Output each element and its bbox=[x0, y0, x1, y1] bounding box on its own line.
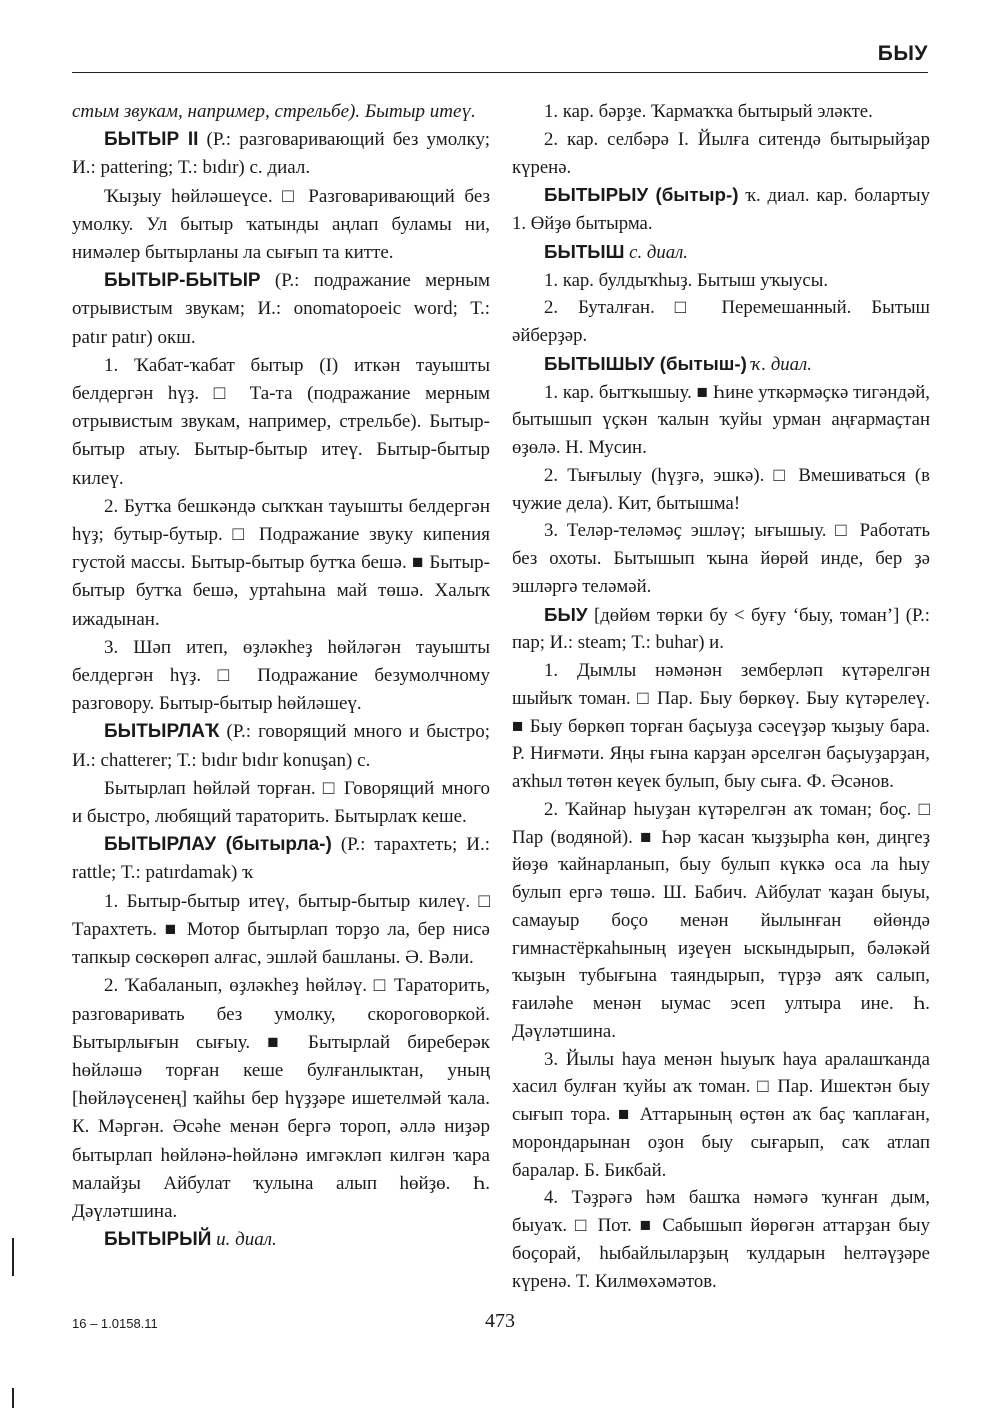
running-head: БЫУ bbox=[877, 42, 928, 65]
headword: БЫТЫШ bbox=[544, 240, 625, 262]
entry-text: 2. Бутҡа бешкәндә сыҡҡан тауышты белдергән һүҙ; бутыр-бутыр. □ Подражание звуку кипения густой массы. Бытыр-бытыр бутҡа бешә. ■ Бытыр-бытыр бутҡа бешә, уртаһына май төшә. Халыҡ ижадынан. bbox=[72, 495, 490, 630]
headword: БЫТЫРЫЙ bbox=[104, 1229, 212, 1251]
page-number: 473 bbox=[485, 1310, 515, 1332]
entry-text: 2. Буталған. □ Перемешанный. Бытыш әйберҙәр. bbox=[512, 297, 930, 346]
headword: БЫТЫРЛАҠ bbox=[104, 721, 220, 743]
entry-text: (Р.: подражание мерным отрывистым звукам; И.: onomatopoeic word; Т.: patır patır) окш. bbox=[72, 270, 490, 348]
right-column bbox=[512, 98, 930, 1295]
headword: БЫУ bbox=[544, 603, 588, 625]
entry-text: 3. Теләр-теләмәҫ эшләү; ығышыу. □ Работать без охоты. Бытышып ҡына йөрөй инде, бер ҙә эшләргә теләмәй. bbox=[512, 520, 930, 597]
header-rule bbox=[72, 72, 928, 73]
entry-text: 2. кар. селбәрә I. Йылға ситендә бытырыйҙар күренә. bbox=[512, 128, 930, 178]
entry-text: с. диал. bbox=[624, 241, 688, 263]
entry-headword-line bbox=[512, 601, 930, 658]
entry-text: 2. Ҡайнар һыуҙан күтәрелгән аҡ томан; боҫ. □ Пар (водяной). ■ Һәр ҡасан ҡыҙҙырһа көн, диңгеҙ йөҙө ҡайнарланып, быу булып күккә оса ла һыу булып ергә төшә. Ш. Бабич. Айбулат ҡаҙан быуы, самауыр боҫо менән йылынған өйөндә гимнастёркаһының иҙеүен ыскындырып, бәләкәй ҡыҙын тубығына таяндырып, түрҙә аяҡ салып, ғаиләһе менән ыумас эсеп ултыра ине. Һ. Дәүләтшина. bbox=[512, 798, 930, 1042]
entry-headword-line bbox=[72, 718, 490, 774]
headword: БЫТЫР II bbox=[104, 129, 199, 151]
entry-text: 4. Тәҙрәгә һәм башҡа нәмәгә ҡунған дым, быуаҡ. □ Пот. ■ Сабышып йөрөгән аттарҙан быу боҫорай, һыбайлыларҙың ҡулдарын һелтәүҙәре күренә. Т. Килмөхәмәтов. bbox=[512, 1187, 930, 1292]
entry-text: (Р.: разговаривающий без умолку; И.: pattering; Т.: bıdır) с. диал. bbox=[72, 129, 490, 179]
headword: БЫТЫШЫУ (бытыш-) bbox=[544, 352, 747, 374]
entry-text: 1. Дымлы нәмәнән земберләп күтәрелгән шыйыҡ томан. □ Пар. Быу бөркөү. Быу күтәрелеү. ■ Быу бөркөп торған баҫыуҙа сәсеүҙәр ҡыҙыу бара. Р. Ниғмәти. Яңы ғына карҙан әрселгән баҫыуҙарҙан, аҡһыл төтөн кеүек булып, быу сыға. Ф. Әсәнов. bbox=[512, 660, 930, 792]
entry-text: [дөйөм төрки бу < буғу ‘быу, томан’] (Р.: пар; И.: steam; Т.: buhar) и. bbox=[512, 604, 930, 654]
entry-text: Бытырлап һөйләй торған. □ Говорящий много и быстро, любящий тараторить. Бытырлаҡ кеше. bbox=[72, 777, 490, 828]
entry-headword-line bbox=[512, 181, 930, 238]
margin-mark bbox=[12, 1388, 14, 1408]
entry-text: 1. кар. бәрҙе. Ҡармаҡҡа бытырый эләкте. bbox=[544, 101, 873, 122]
entry-text: 2. Ҡабаланып, өҙләкһеҙ һөйләү. □ Тараторить, разговаривать без умолку, скороговоркой. Бытырлығын сығыу. ■ Бытырлай биреберәк һөйләшә торған кеше булғанлыктан, уның [һөйләүсенең] ҡайһы бер һүҙҙәре ишетелмәй ҡала. К. Мәргән. Әсәһе менән бергә тороп, әллә ниҙәр бытырлап һөйләнә-һөйләнә имгәкләп килгән ҡара малайҙы Айбулат ҡулына алып һөйҙө. Һ. Дәүләтшина. bbox=[72, 975, 490, 1222]
entry-text: и. диал. bbox=[211, 1229, 277, 1251]
entry-text: ҡ. диал. кар. болартыу 1. Өйҙө бытырма. bbox=[512, 185, 930, 234]
entry-text: ҡ. диал. bbox=[746, 353, 812, 375]
headword: БЫТЫРЫУ (бытыр-) bbox=[544, 184, 739, 206]
entry-headword-line bbox=[72, 126, 490, 182]
entry-text: стым звукам, например, стрельбе). Бытыр итеү. bbox=[72, 101, 476, 122]
entry-text: (Р.: говорящий много и быстро; И.: chatterer; Т.: bıdır bıdır konuşan) с. bbox=[72, 721, 490, 771]
entry-headword-line bbox=[512, 350, 930, 379]
entry-headword-line bbox=[72, 267, 490, 352]
entry-text: 3. Йылы һауа менән һыуыҡ һауа аралашҡанда хасил булған ҡуйы аҡ томан. □ Пар. Ишектән быу сығып тора. ■ Аттарының өҫтөн аҡ баҫ ҡаплаған, морондарынан оҙон быу сығарып, саҡ атлап баралар. Б. Бикбай. bbox=[512, 1048, 930, 1181]
headword: БЫТЫРЛАУ (бытырла-) bbox=[104, 834, 332, 856]
entry-text: (Р.: тарахтеть; И.: rattle; Т.: patırdamak) ҡ bbox=[72, 834, 490, 884]
entry-text: 1. Бытыр-бытыр итеү, бытыр-бытыр килеү. □ Тарахтеть. ■ Мотор бытырлап торҙо ла, бер нисә тапкыр сөскөрөп алғас, эшләй башланы. Ә. Вәли. bbox=[72, 890, 490, 969]
entry-text: 1. кар. булдыҡһыҙ. Бытыш уҡыусы. bbox=[544, 269, 829, 291]
entry-text: 2. Тығылыу (һүҙгә, эшкә). □ Вмешиваться (в чужие дела). Кит, бытышма! bbox=[512, 464, 930, 514]
entry-text: 1. Ҡабат-ҡабат бытыр (I) иткән тауышты белдергән һүҙ. □ Та-та (подражание мерным отрывистым звукам, например, стрельбе). Бытыр-бытыр атыу. Бытыр-бытыр итеү. Бытыр-бытыр килеү. bbox=[72, 354, 490, 489]
headword: БЫТЫР-БЫТЫР bbox=[104, 270, 261, 292]
entry-text: 3. Шәп итеп, өҙләкһеҙ һөйләгән тауышты белдергән һүҙ. □ Подражание безумолчному разговору. Бытыр-бытыр һөйләшеү. bbox=[72, 636, 490, 715]
entry-headword-line bbox=[72, 831, 490, 887]
margin-mark bbox=[12, 1238, 14, 1276]
entry-text: 1. кар. бытҡышыу. ■ Һине уткәрмәҫкә тигәндәй, бытышып үҫкән ҡалын ҡуйы урман аңғармаҫтан өҙөлә. Н. Мусин. bbox=[512, 381, 930, 458]
entry-headword-line bbox=[72, 1226, 490, 1254]
signature-code: 16 – 1.0158.11 bbox=[72, 1316, 158, 1331]
entry-text: Ҡыҙыу һөйләшеүсе. □ Разговаривающий без умолку. Ул бытыр ҡатынды аңлап буламы ни, нимәлер бытырланы ла сығып та китте. bbox=[72, 185, 490, 264]
entry-headword-line bbox=[512, 238, 930, 267]
left-column bbox=[72, 98, 490, 1254]
